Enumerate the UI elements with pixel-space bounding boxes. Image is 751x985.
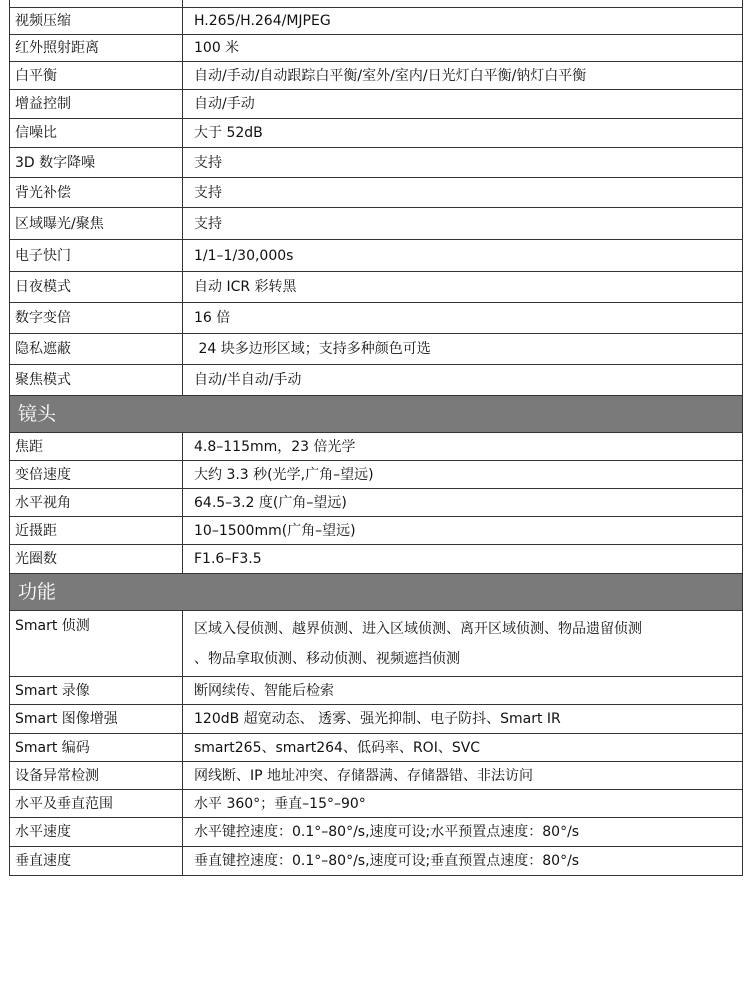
table-row (10, 178, 743, 208)
table-row (10, 365, 743, 396)
table-row (10, 734, 743, 762)
spec-value: F1.6–F3.5 (183, 545, 743, 574)
table-row (10, 272, 743, 303)
table-row (10, 208, 743, 240)
spec-label: Smart 图像增强 (10, 705, 183, 734)
spec-value: 支持 (183, 178, 743, 208)
table-row (10, 90, 743, 119)
spec-value: 自动 ICR 彩转黑 (183, 272, 743, 303)
spec-label: 水平及垂直范围 (10, 790, 183, 818)
spec-label: 白平衡 (10, 62, 183, 90)
spec-label: 聚焦模式 (10, 365, 183, 396)
spec-value: 16 倍 (183, 303, 743, 334)
spec-value: 4.8–115mm，23 倍光学 (183, 433, 743, 461)
spec-label: Smart 录像 (10, 677, 183, 705)
spec-value (183, 0, 743, 8)
table-row (10, 148, 743, 178)
table-row (10, 545, 743, 574)
spec-label: 设备异常检测 (10, 762, 183, 790)
spec-value: 自动/手动/自动跟踪白平衡/室外/室内/日光灯白平衡/钠灯白平衡 (183, 62, 743, 90)
table-row (10, 489, 743, 517)
table-row (10, 762, 743, 790)
spec-label: 变倍速度 (10, 461, 183, 489)
spec-value: 大于 52dB (183, 119, 743, 148)
table-row (10, 119, 743, 148)
spec-label: 垂直速度 (10, 847, 183, 876)
spec-label: 信噪比 (10, 119, 183, 148)
spec-label: Smart 侦测 (10, 611, 183, 677)
table-row (10, 35, 743, 62)
spec-value: 64.5–3.2 度(广角–望远) (183, 489, 743, 517)
section-title: 功能 (10, 574, 743, 611)
spec-value: 支持 (183, 208, 743, 240)
table-row-top-cut (10, 0, 743, 8)
spec-label: Smart 编码 (10, 734, 183, 762)
spec-label: 光圈数 (10, 545, 183, 574)
section-header-function (10, 574, 743, 611)
table-row (10, 847, 743, 876)
spec-value-line: 、物品拿取侦测、移动侦测、视频遮挡侦测 (194, 650, 460, 667)
spec-value-line: 区域入侵侦测、越界侦测、进入区域侦测、离开区域侦测、物品遗留侦测 (194, 620, 642, 637)
table-row (10, 461, 743, 489)
table-row (10, 677, 743, 705)
spec-label: 数字变倍 (10, 303, 183, 334)
spec-label: 隐私遮蔽 (10, 334, 183, 365)
spec-value: 自动/手动 (183, 90, 743, 119)
spec-label: 日夜模式 (10, 272, 183, 303)
spec-value: 垂直键控速度：0.1°–80°/s,速度可设;垂直预置点速度：80°/s (183, 847, 743, 876)
table-row (10, 303, 743, 334)
table-row (10, 433, 743, 461)
spec-value: 1/1–1/30,000s (183, 240, 743, 272)
table-row (10, 240, 743, 272)
spec-value: 自动/半自动/手动 (183, 365, 743, 396)
spec-label: 电子快门 (10, 240, 183, 272)
section-header-lens (10, 396, 743, 433)
table-row (10, 818, 743, 847)
spec-value (183, 611, 743, 677)
spec-value: 24 块多边形区域；支持多种颜色可选 (183, 334, 743, 365)
spec-value: 水平 360°；垂直–15°–90° (183, 790, 743, 818)
spec-value: 断网续传、智能后检索 (183, 677, 743, 705)
table-row (10, 62, 743, 90)
spec-label: 增益控制 (10, 90, 183, 119)
spec-value: 120dB 超宽动态、 透雾、强光抑制、电子防抖、Smart IR (183, 705, 743, 734)
spec-value: 支持 (183, 148, 743, 178)
spec-label: 3D 数字降噪 (10, 148, 183, 178)
spec-value: 10–1500mm(广角–望远) (183, 517, 743, 545)
spec-label (10, 0, 183, 8)
table-row (10, 517, 743, 545)
table-row (10, 790, 743, 818)
spec-label: 近摄距 (10, 517, 183, 545)
spec-value: 水平键控速度：0.1°–80°/s,速度可设;水平预置点速度：80°/s (183, 818, 743, 847)
spec-label: 红外照射距离 (10, 35, 183, 62)
table-row (10, 705, 743, 734)
spec-label: 水平速度 (10, 818, 183, 847)
spec-label: 视频压缩 (10, 8, 183, 35)
spec-table (9, 0, 743, 876)
spec-value: smart265、smart264、低码率、ROI、SVC (183, 734, 743, 762)
spec-label: 背光补偿 (10, 178, 183, 208)
spec-label: 水平视角 (10, 489, 183, 517)
spec-value: 网线断、IP 地址冲突、存储器满、存储器错、非法访问 (183, 762, 743, 790)
table-row (10, 611, 743, 677)
spec-value: 100 米 (183, 35, 743, 62)
table-row (10, 8, 743, 35)
spec-value: 大约 3.3 秒(光学,广角–望远) (183, 461, 743, 489)
spec-label: 区域曝光/聚焦 (10, 208, 183, 240)
section-title: 镜头 (10, 396, 743, 433)
table-row (10, 334, 743, 365)
spec-value: H.265/H.264/MJPEG (183, 8, 743, 35)
spec-label: 焦距 (10, 433, 183, 461)
